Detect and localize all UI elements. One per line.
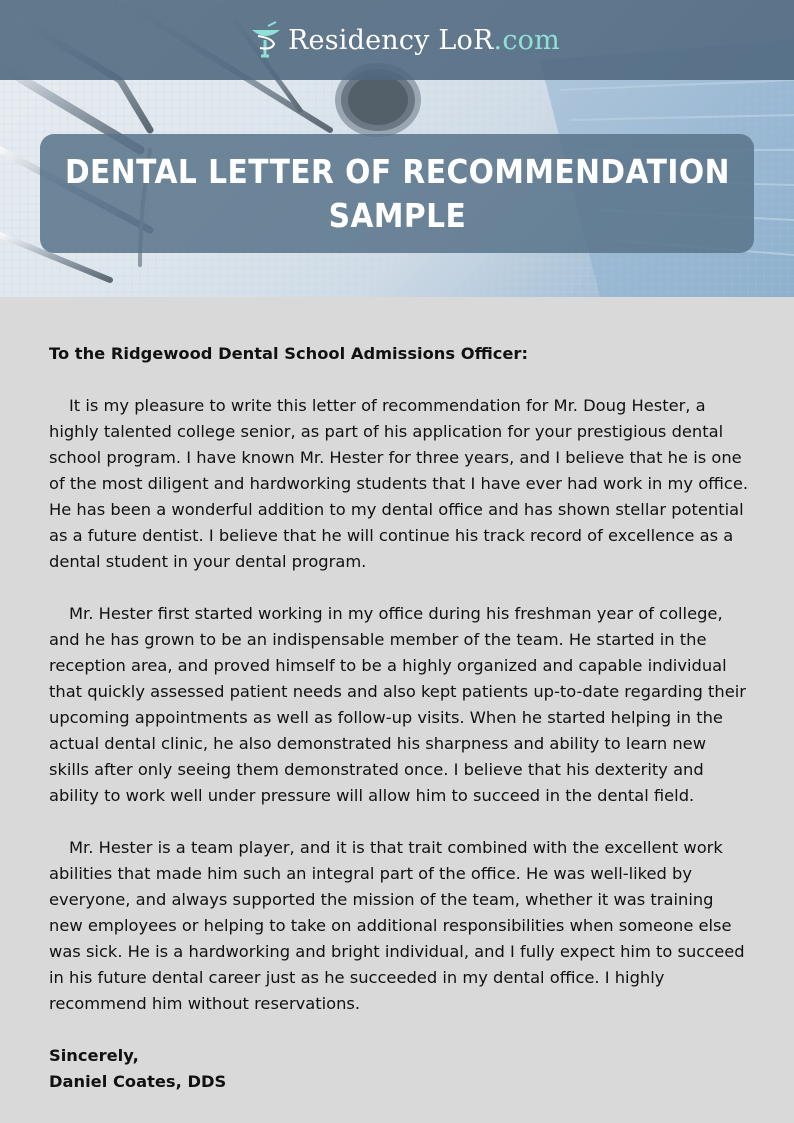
letter-paragraph: It is my pleasure to write this letter of recommendation for Mr. Doug Hester, a highly talented college senior, as part of his application for your prestigious dental school program. I have known Mr. Hester for three years, and I believe that he is one of the most diligent and hardworking students that I have ever had work in my office. He has been a wonderful addition to my dental office and has shown stellar potential as a future dentist. I believe that he will continue his track record of excellence as a dental student in your dental program. — [49, 396, 749, 571]
header-banner — [0, 0, 794, 297]
page-title-line1: DENTAL LETTER OF RECOMMENDATION — [64, 151, 730, 191]
caduceus-bowl-icon — [248, 20, 284, 60]
logo-suffix: .com — [493, 24, 560, 56]
letter-closing: Sincerely, — [49, 1046, 139, 1065]
logo-text — [288, 25, 560, 56]
logo-name: Residency LoR — [288, 24, 494, 56]
title-box — [40, 134, 754, 253]
site-logo[interactable] — [248, 18, 560, 62]
letter-signature: Daniel Coates, DDS — [49, 1072, 227, 1091]
letter-body — [49, 341, 749, 1095]
letter-salutation: To the Ridgewood Dental School Admissions Officer: — [49, 344, 528, 363]
page-title-line2: SAMPLE — [328, 195, 466, 235]
letter-paragraph: Mr. Hester first started working in my office during his freshman year of college, and he has grown to be an indispensable member of the team. He started in the reception area, and proved himself to be a highly organized and capable individual that quickly assessed patient needs and also kept patients up-to-date regarding their upcoming appointments as well as follow-up visits. When he started helping in the actual dental clinic, he also demonstrated his sharpness and ability to learn new skills after only seeing them demonstrated once. I believe that his dexterity and ability to work well under pressure will allow him to succeed in the dental field. — [49, 604, 746, 805]
letter-paragraph: Mr. Hester is a team player, and it is that trait combined with the excellent work abilities that made him such an integral part of the office. He was well-liked by everyone, and always supported the mission of the team, whether it was training new employees or helping to take on additional responsibilities when someone else was sick. He is a hardworking and bright individual, and I fully expect him to succeed in his future dental career just as he succeeded in my dental office. I highly recommend him without reservations. — [49, 838, 745, 1013]
